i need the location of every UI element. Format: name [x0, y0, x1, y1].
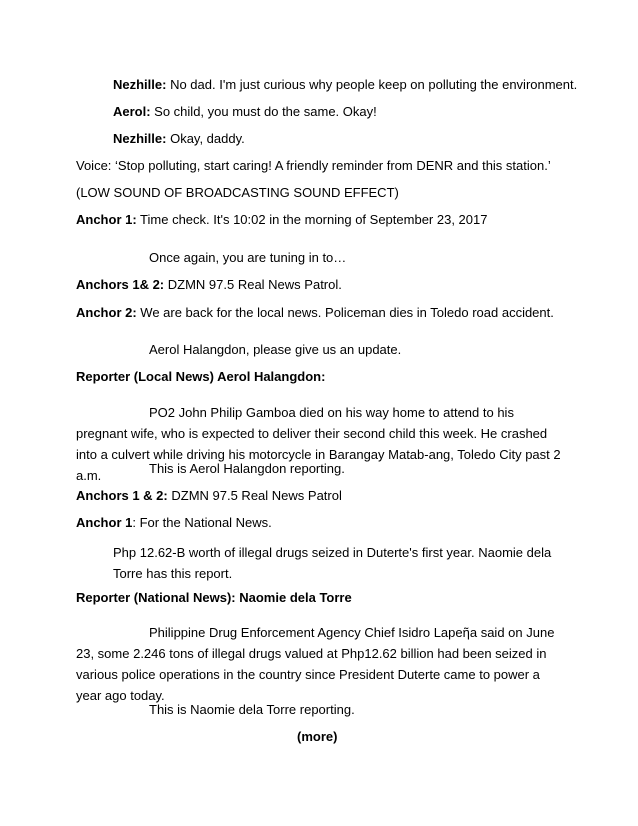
more-marker	[297, 729, 337, 745]
dialogue-line	[113, 131, 245, 147]
line-text: Voice: ‘Stop polluting, start caring! A friendly reminder from DENR and this station.’	[76, 158, 551, 173]
speaker-label: Reporter (Local News) Aerol Halangdon:	[76, 369, 326, 384]
dialogue-line	[149, 342, 401, 358]
line-text: This is Aerol Halangdon reporting.	[149, 461, 345, 476]
dialogue-line	[76, 488, 342, 504]
section-heading	[76, 369, 325, 385]
dialogue-line	[76, 212, 487, 228]
line-text: Once again, you are tuning in to…	[149, 250, 347, 265]
dialogue-line	[76, 277, 342, 293]
speaker-label: Anchors 1& 2:	[76, 277, 165, 292]
speaker-label: Anchors 1 & 2:	[76, 488, 168, 503]
speaker-label: Anchor 1	[76, 515, 133, 530]
section-heading	[76, 590, 352, 606]
speaker-label: Anchor 1:	[76, 212, 137, 227]
dialogue-line	[76, 515, 272, 531]
dialogue-line	[149, 461, 345, 477]
line-text: Time check. It's 10:02 in the morning of September 23, 2017	[136, 212, 488, 227]
dialogue-line	[113, 77, 577, 93]
line-text: : For the National News.	[132, 515, 272, 530]
voice-line	[76, 158, 551, 174]
line-text: Aerol Halangdon, please give us an update.	[149, 342, 402, 357]
line-text: This is Naomie dela Torre reporting.	[149, 702, 355, 717]
more-label: (more)	[297, 729, 338, 744]
national-news-paragraph: Philippine Drug Enforcement Agency Chief Isidro Lapeῆa said on June 23, some 2.246 tons of illegal drugs valued at Php12.62 billion had been seized in various police operations in the country since President Duterte came to power a year ago today.	[76, 625, 555, 703]
dialogue-line	[149, 702, 355, 718]
line-text: No dad. I'm just curious why people keep on polluting the environment.	[166, 77, 578, 92]
speaker-label: Anchor 2:	[76, 305, 137, 320]
dialogue-line	[149, 250, 346, 266]
dialogue-line	[113, 104, 377, 120]
speaker-label: Reporter (National News): Naomie dela Torre	[76, 590, 352, 605]
line-text: (LOW SOUND OF BROADCASTING SOUND EFFECT)	[76, 185, 399, 200]
local-news-paragraph: PO2 John Philip Gamboa died on his way home to attend to his pregnant wife, who is expected to deliver their second child this week. He crashed into a culvert while driving his motorcycle in Barangay Matab-ang, Toledo City past 2 a.m.	[76, 405, 561, 483]
dialogue-line	[76, 305, 554, 321]
speaker-label: Aerol:	[113, 104, 151, 119]
line-text: DZMN 97.5 Real News Patrol	[167, 488, 342, 503]
line-text: Okay, daddy.	[166, 131, 245, 146]
line-text: DZMN 97.5 Real News Patrol.	[164, 277, 342, 292]
line-text: We are back for the local news. Policeman dies in Toledo road accident.	[136, 305, 554, 320]
speaker-label: Nezhille:	[113, 131, 167, 146]
line-text: So child, you must do the same. Okay!	[150, 104, 377, 119]
sound-effect-line	[76, 185, 399, 201]
national-news-intro: Php 12.62-B worth of illegal drugs seized in Duterte's first year. Naomie dela Torre has this report.	[113, 545, 552, 581]
speaker-label: Nezhille:	[113, 77, 167, 92]
